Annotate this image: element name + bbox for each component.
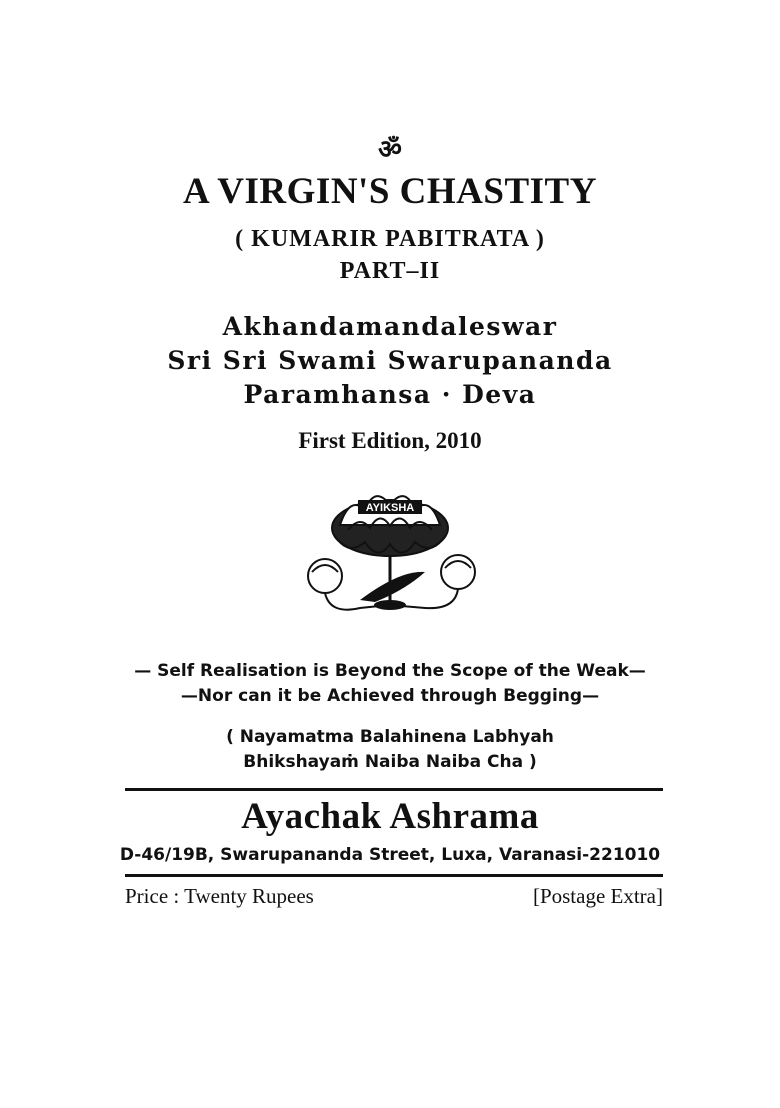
book-part: PART–II: [339, 258, 441, 284]
bottom-rule: [125, 874, 663, 877]
motto-line-1: — Self Realisation is Beyond the Scope of the Weak—: [134, 661, 646, 681]
logo-text: AYIKSHA: [365, 502, 415, 514]
book-title: A VIRGIN'S CHASTITY: [183, 171, 597, 212]
publisher-name: Ayachak Ashrama: [241, 796, 539, 837]
author-line-3: Paramhansa · Deva: [243, 380, 537, 409]
top-rule: [125, 788, 663, 791]
postage: [Postage Extra]: [532, 884, 663, 908]
lotus-emblem-icon: [290, 480, 490, 630]
author-line-1: Akhandamandaleswar: [222, 312, 558, 341]
edition: First Edition, 2010: [298, 428, 482, 453]
price: Price : Twenty Rupees: [125, 884, 314, 908]
om-symbol: ॐ: [378, 135, 402, 164]
book-subtitle: ( KUMARIR PABITRATA ): [235, 226, 545, 252]
publisher-address: D-46/19B, Swarupananda Street, Luxa, Varanasi-221010: [119, 845, 661, 865]
sanskrit-line-1: ( Nayamatma Balahinena Labhyah: [226, 727, 554, 747]
author-line-2: Sri Sri Swami Swarupananda: [167, 346, 613, 375]
sanskrit-line-2: Bhikshayaṁ Naiba Naiba Cha ): [243, 752, 537, 772]
motto-line-2: —Nor can it be Achieved through Begging—: [180, 686, 600, 706]
